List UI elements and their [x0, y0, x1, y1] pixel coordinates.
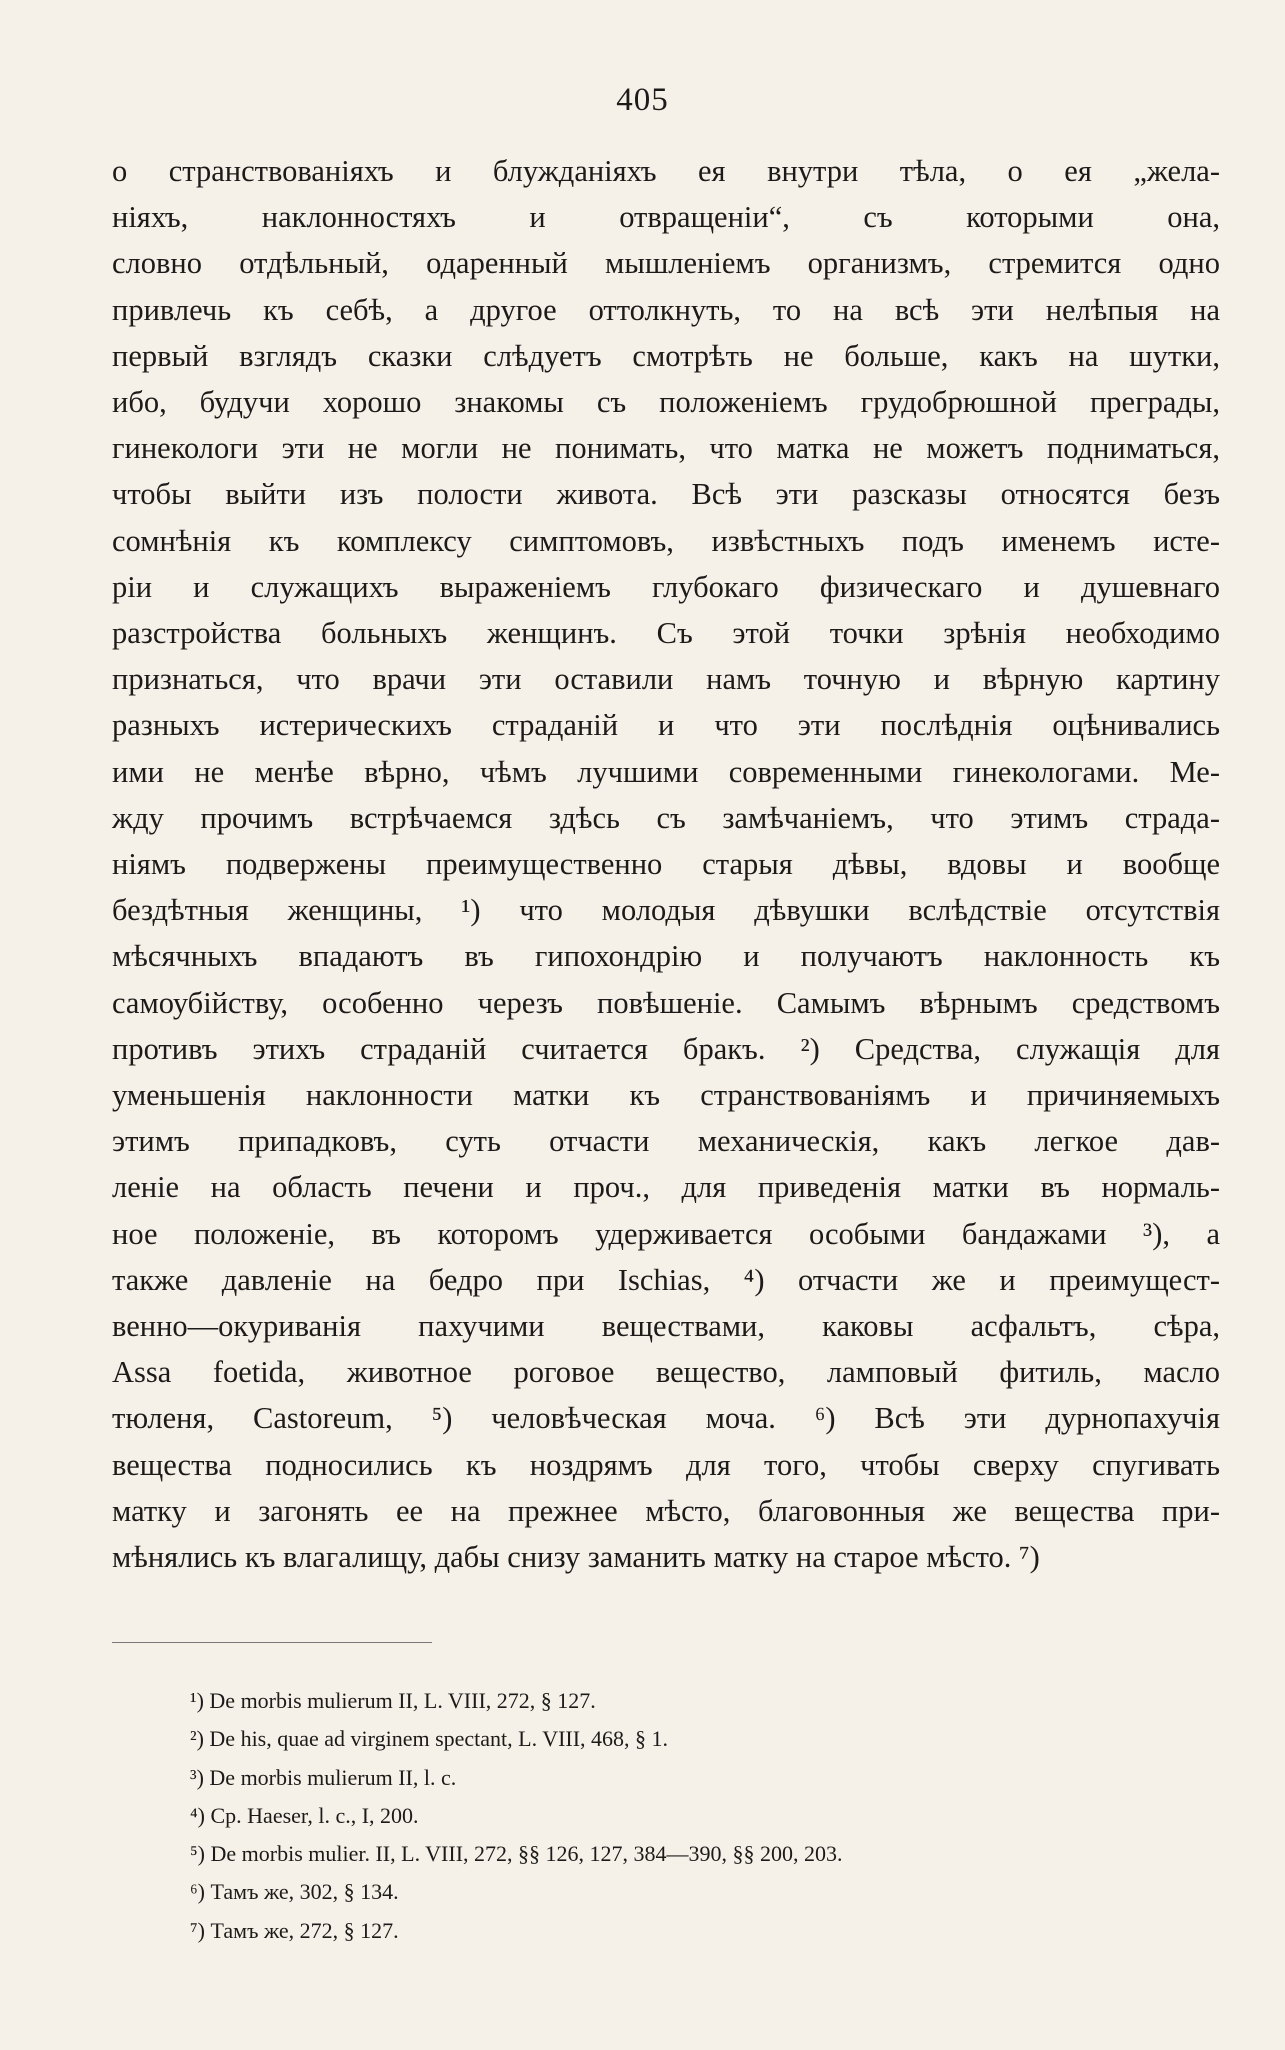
- text-line: этимъ припадковъ, суть отчасти механическія, какъ легкое дав-: [112, 1124, 1220, 1159]
- footnote: ¹) De morbis mulierum II, L. VIII, 272, § 127.: [190, 1688, 596, 1713]
- text-line: привлечь къ себѣ, а другое оттолкнуть, то на всѣ эти нелѣпыя на: [112, 292, 1220, 327]
- text-line: признаться, что врачи эти оставили намъ точную и вѣрную картину: [112, 662, 1220, 697]
- text-line: ное положеніе, въ которомъ удерживается особыми бандажами ³), а: [112, 1216, 1220, 1251]
- text-line: матку и загонять ее на прежнее мѣсто, благовонныя же вещества при-: [112, 1493, 1220, 1528]
- text-line: мѣнялись къ влагалищу, дабы снизу заманить матку на старое мѣсто. ⁷): [112, 1540, 1040, 1575]
- text-line: гинекологи эти не могли не понимать, что матка не можетъ подниматься,: [112, 431, 1220, 466]
- text-line: ніяхъ, наклонностяхъ и отвращеніи“, съ которыми она,: [112, 200, 1220, 235]
- text-line: о странствованіяхъ и блужданіяхъ ея внутри тѣла, о ея „жела-: [112, 154, 1220, 188]
- text-line: сомнѣнія къ комплексу симптомовъ, извѣстныхъ подъ именемъ исте-: [112, 523, 1220, 558]
- footnote: ²) De his, quae ad virginem spectant, L. VIII, 468, § 1.: [190, 1726, 669, 1752]
- text-line: жду прочимъ встрѣчаемся здѣсь съ замѣчаніемъ, что этимъ страда-: [112, 800, 1220, 835]
- text-line: ріи и служащихъ выраженіемъ глубокаго физическаго и душевнаго: [112, 569, 1220, 604]
- text-line: ибо, будучи хорошо знакомы съ положеніемъ грудобрюшной преграды,: [112, 385, 1220, 420]
- text-line: разстройства больныхъ женщинъ. Съ этой точки зрѣнія необходимо: [112, 616, 1220, 651]
- text-line: бездѣтныя женщины, ¹) что молодыя дѣвушки вслѣдствіе отсутствія: [112, 893, 1220, 928]
- text-line: чтобы выйти изъ полости живота. Всѣ эти разсказы относятся безъ: [112, 477, 1220, 512]
- text-line: самоубійству, особенно черезъ повѣшеніе. Самымъ вѣрнымъ средствомъ: [112, 985, 1220, 1020]
- footnote: ⁵) De morbis mulier. II, L. VIII, 272, §§ 126, 127, 384—390, §§ 200, 203.: [190, 1841, 843, 1867]
- text-line: венно—окуриванія пахучими веществами, каковы асфальтъ, сѣра,: [112, 1309, 1220, 1344]
- text-line: ніямъ подвержены преимущественно старыя дѣвы, вдовы и вообще: [112, 847, 1220, 882]
- text-line: мѣсячныхъ впадаютъ въ гипохондрію и получаютъ наклонность къ: [112, 939, 1220, 974]
- text-line: Assa foetida, животное роговое вещество, ламповый фитиль, масло: [112, 1355, 1220, 1390]
- body-text: [112, 148, 1220, 1580]
- text-line: также давленіе на бедро при Ischias, ⁴) отчасти же и преимущест-: [112, 1262, 1220, 1297]
- text-line: леніе на область печени и проч., для приведенія матки въ нормаль-: [112, 1170, 1220, 1205]
- text-line: разныхъ истерическихъ страданій и что эти послѣднія оцѣнивались: [112, 708, 1220, 743]
- text-line: ими не менѣе вѣрно, чѣмъ лучшими современными гинекологами. Ме-: [112, 754, 1220, 789]
- footnote: ³) De morbis mulierum II, l. c.: [190, 1764, 457, 1790]
- page-number: 405: [616, 82, 669, 118]
- footnotes: [190, 1682, 1190, 1950]
- footnote: ⁷) Тамъ же, 272, § 127.: [190, 1917, 399, 1943]
- text-line: противъ этихъ страданій считается бракъ. ²) Средства, служащія для: [112, 1031, 1220, 1066]
- text-line: словно отдѣльный, одаренный мышленіемъ организмъ, стремится одно: [112, 246, 1220, 281]
- footnote: ⁶) Тамъ же, 302, § 134.: [190, 1879, 399, 1905]
- text-line: уменьшенія наклонности матки къ странствованіямъ и причиняемыхъ: [112, 1078, 1220, 1113]
- text-line: тюленя, Castoreum, ⁵) человѣческая моча. ⁶) Всѣ эти дурнопахучія: [112, 1401, 1220, 1436]
- footnote: ⁴) Ср. Haeser, l. c., I, 200.: [190, 1802, 419, 1828]
- footnote-separator: [112, 1642, 432, 1643]
- text-line: вещества подносились къ ноздрямъ для того, чтобы сверху спугивать: [112, 1447, 1220, 1482]
- text-line: первый взглядъ сказки слѣдуетъ смотрѣть не больше, какъ на шутки,: [112, 338, 1220, 373]
